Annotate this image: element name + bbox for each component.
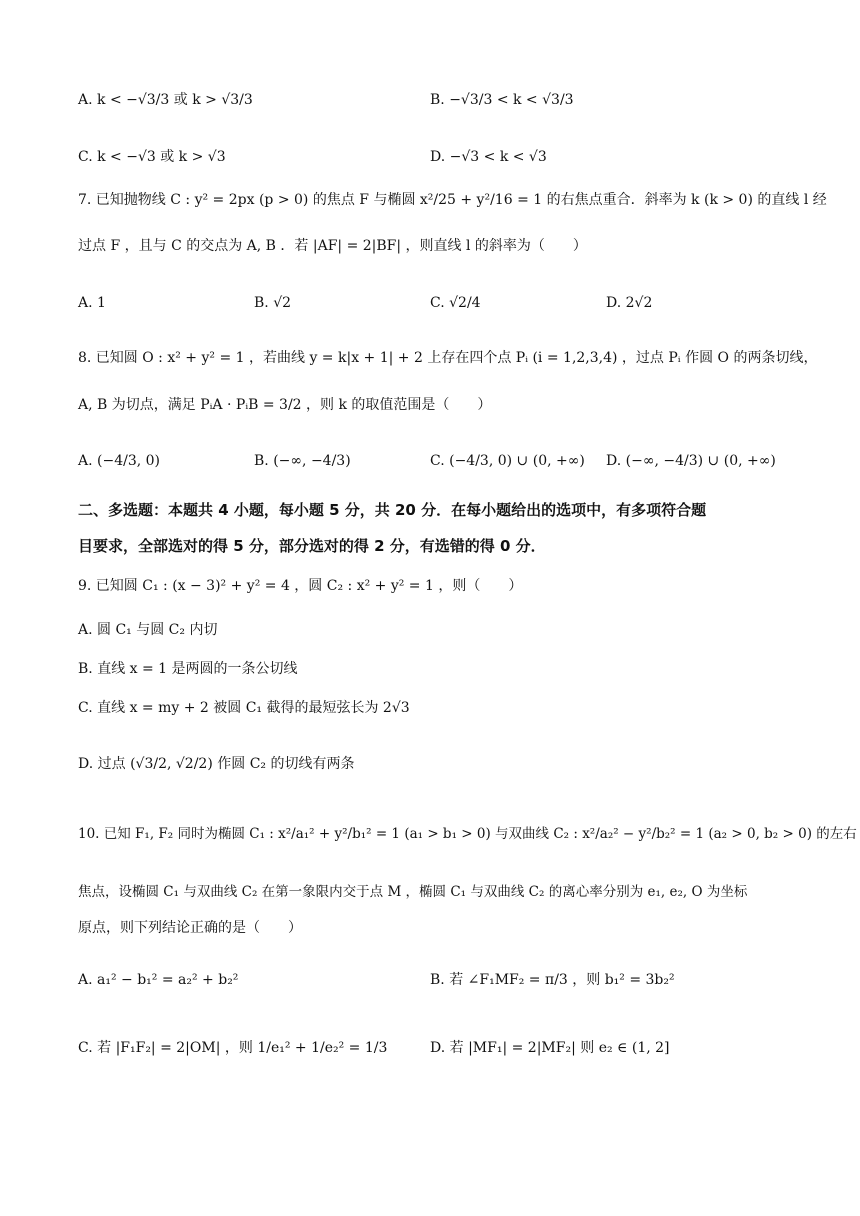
q10-stem-line1: 10. 已知 F₁, F₂ 同时为椭圆 C₁ : x²/a₁² + y²/b₁² = 1 (a₁ > b₁ > 0) 与双曲线 C₂ : x²/a₂² − y²/b₂² = 1 (a₂ > 0, b₂ > 0) 的左右 [78, 826, 857, 842]
q7-stem-line2: 过点 F ，且与 C 的交点为 A, B ．若 |AF| = 2|BF| ，则直线 l 的斜率为（ ） [78, 238, 587, 254]
q7-stem-line1: 7. 已知抛物线 C : y² = 2px (p > 0) 的焦点 F 与椭圆 x²/25 + y²/16 = 1 的右焦点重合．斜率为 k (k > 0) 的直线 l 经 [78, 192, 827, 208]
q10-option-c: C. 若 |F₁F₂| = 2|OM| ，则 1/e₁² + 1/e₂² = 1/3 [78, 1040, 388, 1056]
section2-line1: 二、多选题：本题共 4 小题，每小题 5 分，共 20 分．在每小题给出的选项中，有多项符合题 [78, 501, 707, 519]
q9-option-d: D. 过点 (√3/2, √2/2) 作圆 C₂ 的切线有两条 [78, 756, 355, 772]
q9-option-c: C. 直线 x = my + 2 被圆 C₁ 截得的最短弦长为 2√3 [78, 700, 410, 716]
q10-stem-line3: 原点，则下列结论正确的是（ ） [78, 920, 302, 936]
section2-line2: 目要求，全部选对的得 5 分，部分选对的得 2 分，有选错的得 0 分． [78, 537, 546, 555]
q10-option-a: A. a₁² − b₁² = a₂² + b₂² [78, 972, 239, 988]
q7-option-b: B. √2 [254, 295, 292, 311]
q8-stem-line2: A, B 为切点，满足 PᵢA · PᵢB = 3/2 ，则 k 的取值范围是（ ） [78, 397, 492, 413]
q7-option-a: A. 1 [78, 295, 106, 311]
q6-option-c: C. k < −√3 或 k > √3 [78, 149, 226, 165]
q8-option-d: D. (−∞, −4/3) ∪ (0, +∞) [606, 453, 776, 469]
q6-option-b: B. −√3/3 < k < √3/3 [430, 92, 574, 108]
q8-option-c: C. (−4/3, 0) ∪ (0, +∞) [430, 453, 585, 469]
q8-option-a: A. (−4/3, 0) [78, 453, 161, 469]
q6-option-d: D. −√3 < k < √3 [430, 149, 547, 165]
q9-option-a: A. 圆 C₁ 与圆 C₂ 内切 [78, 622, 218, 638]
q9-option-b: B. 直线 x = 1 是两圆的一条公切线 [78, 661, 298, 677]
q10-option-d: D. 若 |MF₁| = 2|MF₂| 则 e₂ ∈ (1, 2] [430, 1040, 670, 1056]
q8-stem-line1: 8. 已知圆 O : x² + y² = 1 ，若曲线 y = k|x + 1| + 2 上存在四个点 Pᵢ (i = 1,2,3,4) ，过点 Pᵢ 作圆 O 的两条切线， [78, 350, 818, 366]
q7-option-d: D. 2√2 [606, 295, 653, 311]
q6-option-a: A. k < −√3/3 或 k > √3/3 [78, 92, 253, 108]
q10-option-b: B. 若 ∠F₁MF₂ = π/3 ，则 b₁² = 3b₂² [430, 972, 675, 988]
q7-option-c: C. √2/4 [430, 295, 481, 311]
q8-option-b: B. (−∞, −4/3) [254, 453, 351, 469]
q9-stem: 9. 已知圆 C₁ : (x − 3)² + y² = 4 ，圆 C₂ : x² + y² = 1 ，则（ ） [78, 578, 523, 594]
q10-stem-line2: 焦点，设椭圆 C₁ 与双曲线 C₂ 在第一象限内交于点 M ，椭圆 C₁ 与双曲线 C₂ 的离心率分别为 e₁, e₂, O 为坐标 [78, 884, 748, 900]
